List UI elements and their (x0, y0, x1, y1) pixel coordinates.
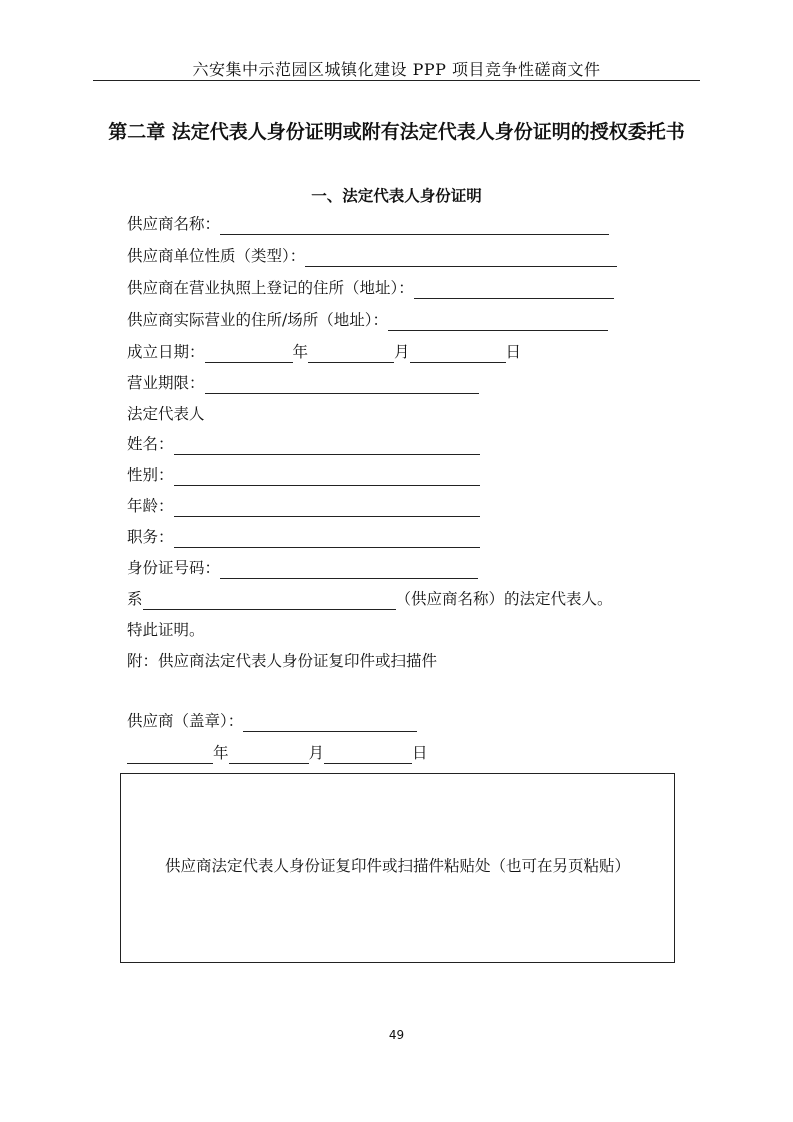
year-label: 年 (292, 343, 309, 361)
actual-address-label: 供应商实际营业的住所/场所（地址）： (127, 311, 388, 329)
running-header: 六安集中示范园区城镇化建设 PPP 项目竞争性磋商文件 (192, 60, 601, 79)
gender-label: 性别： (127, 466, 174, 484)
supplier-name-row (127, 213, 609, 235)
position-row (127, 526, 480, 548)
age-label: 年龄： (127, 497, 174, 515)
day-label: 日 (505, 343, 522, 361)
business-term-label: 营业期限： (127, 374, 205, 392)
unit-nature-row (127, 245, 617, 267)
gender-blank[interactable] (174, 467, 480, 486)
is-suffix: （供应商名称）的法定代表人。 (395, 590, 613, 608)
paste-box-text: 供应商法定代表人身份证复印件或扫描件粘贴处（也可在另页粘贴） (164, 857, 630, 875)
seal-blank[interactable] (243, 713, 417, 732)
signature-day-label: 日 (412, 744, 428, 762)
signature-month-blank[interactable] (229, 745, 309, 764)
chapter-title: 第二章 法定代表人身份证明或附有法定代表人身份证明的授权委托书 (108, 121, 685, 143)
month-label: 月 (394, 343, 410, 361)
actual-address-blank[interactable] (388, 312, 608, 331)
name-row (127, 433, 480, 455)
name-blank[interactable] (174, 436, 480, 455)
registered-address-blank[interactable] (414, 280, 614, 299)
header-rule (93, 80, 700, 81)
signature-year-label: 年 (213, 744, 229, 762)
section-title: 一、法定代表人身份证明 (311, 187, 482, 205)
established-day-blank[interactable] (410, 344, 506, 363)
age-row (127, 495, 480, 517)
is-prefix: 系 (127, 590, 143, 608)
signature-year-blank[interactable] (127, 745, 213, 764)
id-number-blank[interactable] (220, 560, 478, 579)
legal-rep-heading: 法定代表人 (127, 405, 205, 423)
signature-month-label: 月 (308, 744, 325, 762)
established-year-blank[interactable] (205, 344, 293, 363)
seal-row (127, 710, 417, 732)
name-label: 姓名： (127, 435, 174, 453)
established-month-blank[interactable] (308, 344, 394, 363)
established-date-label: 成立日期： (127, 343, 205, 361)
gender-row (127, 464, 480, 486)
position-label: 职务： (127, 528, 174, 546)
registered-address-label: 供应商在营业执照上登记的住所（地址）： (127, 279, 414, 297)
legal-rep-statement-row (127, 588, 613, 610)
signature-date-row (127, 742, 428, 764)
page-number: 49 (388, 1028, 405, 1042)
position-blank[interactable] (174, 529, 480, 548)
established-date-row (127, 341, 521, 363)
supplier-name-label: 供应商名称： (127, 215, 221, 233)
certify-text: 特此证明。 (127, 621, 205, 639)
registered-address-row (127, 277, 614, 299)
seal-label: 供应商（盖章）： (127, 712, 244, 730)
id-paste-box (120, 773, 675, 963)
signature-day-blank[interactable] (324, 745, 412, 764)
business-term-blank[interactable] (205, 375, 479, 394)
supplier-name-blank[interactable] (220, 216, 609, 235)
unit-nature-blank[interactable] (305, 248, 617, 267)
id-number-row (127, 557, 478, 579)
id-number-label: 身份证号码： (127, 559, 221, 577)
age-blank[interactable] (174, 498, 480, 517)
unit-nature-label: 供应商单位性质（类型）： (127, 247, 306, 265)
company-name-blank[interactable] (143, 591, 396, 610)
attachment-note: 附：供应商法定代表人身份证复印件或扫描件 (127, 652, 438, 670)
actual-address-row (127, 309, 608, 331)
business-term-row (127, 372, 479, 394)
